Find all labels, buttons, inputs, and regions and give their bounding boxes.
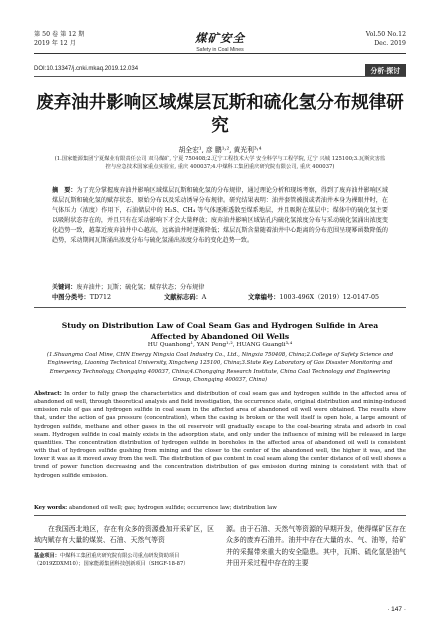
footnote-rule — [34, 549, 124, 550]
paper-title-en: Study on Distribution Law of Coal Seam Gas and Hydrogen Sulfide in Area Affected by Abandoned Oil Wells — [61, 321, 379, 341]
keywords-cn — [52, 282, 388, 291]
running-header-right — [366, 31, 406, 48]
paper-title-cn: 废弃油井影响区域煤层瓦斯和硫化氢分布规律研究 — [36, 93, 404, 136]
volume-cn: 第 50 卷 第 12 期 — [34, 31, 85, 38]
article-no-group — [248, 292, 379, 301]
abstract-en — [34, 390, 406, 480]
footnote-text: 中煤科工集团重庆研究院有限公司重点研发资助项目（2019ZDXM10）；国家能源集团科技创新项目（SHGF-18-87） — [34, 553, 189, 567]
section-badge: 分析·探讨 — [365, 64, 406, 76]
affiliations-en: (1.Shuangma Coal Mine, CHN Energy Ningxia Coal Industry Co., Ltd., Ningxia 750408, China;2.College of Safety Science and Engineering, Liaoning Technical University, Xingcheng 125100, China;3.State Key Laboratory of Gas Disaster Monitoring and Emergency Technology, Chongqing 400037, China;4.Chongqing Research Institute, China Coal Technology and Engineering Group, Chongqing 400037, China) — [46, 352, 394, 383]
date-cn: 2019 年 12 月 — [34, 39, 76, 47]
affiliations-cn: (1.国家能源集团宁夏煤业有限责任公司 双马煤矿, 宁夏 750408;2.辽宁工程技术大学 安全科学与工程学院, 辽宁 兴城 125100;3.瓦斯灾害监控与应急技术国家重点实验室, 重庆 400037;4.中煤科工集团重庆研究院有限公司, 重庆 400037) — [54, 156, 386, 170]
article-no-label: 文章编号： — [248, 294, 280, 301]
clc-value: TD712 — [89, 294, 112, 301]
footnote — [34, 552, 214, 568]
body-rule — [34, 515, 406, 516]
keywords-cn-text: 废弃油井；瓦斯；硫化氢；赋存状态；分布规律 — [76, 284, 205, 291]
journal-name-en: Safety in Coal Mines — [196, 47, 244, 53]
date-en: Dec. 2019 — [374, 39, 406, 47]
abstract-en-text: In order to fully grasp the characteristics and distribution of coal seam gas and hydrogen sulfide in the affected area of abandoned oil well, through theoretical analysis and field investigation, the occurrence state, original distribution and mining-induced emission rule of gas and hydrogen sulfide in coal seam in the affected area of abandoned oil well were obtained. The results show that, under the action of gas pressure (concentration), when the casing is broken or the well itself is open hole, a large amount of hydrogen sulfide, methane and other gases in the oil reservoir will gradually escape to the coal-bearing strata and adsorb in coal seam. Hydrogen sulfide in coal mainly exists in the adsorption state, and only under the influence of mining will be released in large quantities. The concentration distribution of hydrogen sulfide in boreholes in the affected area of abandoned oil well is consistent with that of hydrogen sulfide gushing from mining and the closer to the center of the abandoned well, the higher it was, and the lower it was as it moved away from the well. The distribution of gas content in coal seam along the center distance of oil well shows a trend of power function decreasing and the concentration distribution of gas emission during mining is consistent with that of hydrogen sulfide emission. — [34, 391, 406, 479]
clc-label: 中图分类号： — [52, 294, 90, 301]
page-number: · 147 · — [387, 606, 406, 613]
keywords-en-label: Key words: — [34, 505, 68, 511]
authors-cn: 胡全宏¹, 彦 鹏¹˒², 黄光利³˒⁴ — [178, 146, 262, 154]
doc-code-label: 文献标志码： — [164, 294, 202, 301]
abstract-cn-label: 摘 要： — [52, 187, 77, 194]
authors-en: HU Quanhong¹, YAN Peng¹˒², HUANG Guangli³˒⁴ — [147, 342, 293, 348]
abstract-cn-text: 为了充分掌握废弃油井影响区域煤层瓦斯和硫化氢的分布规律，通过理论分析和现场考察，得到了废弃油井影响区域煤层瓦斯和硫化氢的赋存状态、原始分布以及采动诱导分布规律。研究结果表明：油井套管被损或者油井本身为裸眼井时，在气体压力（浓度）作用下，石油储层中的 H₂S、CH₄ 等气体逐渐透散至煤系地层，并且吸附在煤层中；煤体中的硫化氢主要以吸附状态存在的，并且只有在采动影响下才会大量释放；废弃油井影响区域钻孔内硫化氢浓度分布与采动硫化氢涌出浓度变化趋势一致，越靠近废弃油井中心越高，远离油井时逐渐降低；煤层瓦斯含量随着油井中心距离的分布范围呈现幂函数降低的趋势，采动期间瓦斯涌出浓度分布与硫化氢涌出浓度分布的变化趋势一致。 — [52, 187, 388, 244]
doi: DOI:10.13347/j.cnki.mkaq.2019.12.034 — [34, 66, 139, 72]
body-column-left: 在我国西北地区，存在有众多的资源叠加开采矿区，区域内赋存有大量的煤炭、石油、天然气等资 — [34, 525, 214, 545]
doc-code-value: A — [201, 294, 207, 301]
header-rule — [34, 53, 406, 54]
keywords-cn-label: 关键词： — [52, 284, 77, 291]
clc-group — [52, 292, 111, 301]
section-rule — [34, 307, 406, 308]
doi-rule — [34, 76, 406, 77]
body-column-right: 源。由于石油、天然气等资源的早期开发，使得煤矿区存在众多的废弃石油井。油井中存在大量的水、气、油等，给矿井的采掘带来重大的安全隐患。其中，瓦斯、硫化氢是油气井田开采过程中存在的主要 — [226, 525, 406, 568]
article-no-value: 1003-496X（2019）12-0147-05 — [279, 294, 380, 301]
journal-name-cn: 煤矿安全 — [195, 31, 245, 45]
keywords-en — [34, 505, 406, 511]
abstract-en-label: Abstract: — [34, 391, 62, 397]
doc-code-group — [164, 292, 206, 301]
footnote-label: 基金项目： — [34, 553, 60, 559]
volume-en: Vol.50 No.12 — [365, 31, 406, 38]
keywords-en-text: abandoned oil well; gas; hydrogen sulfide; occurrence law; distribution law — [68, 505, 277, 511]
abstract-cn — [52, 186, 388, 246]
